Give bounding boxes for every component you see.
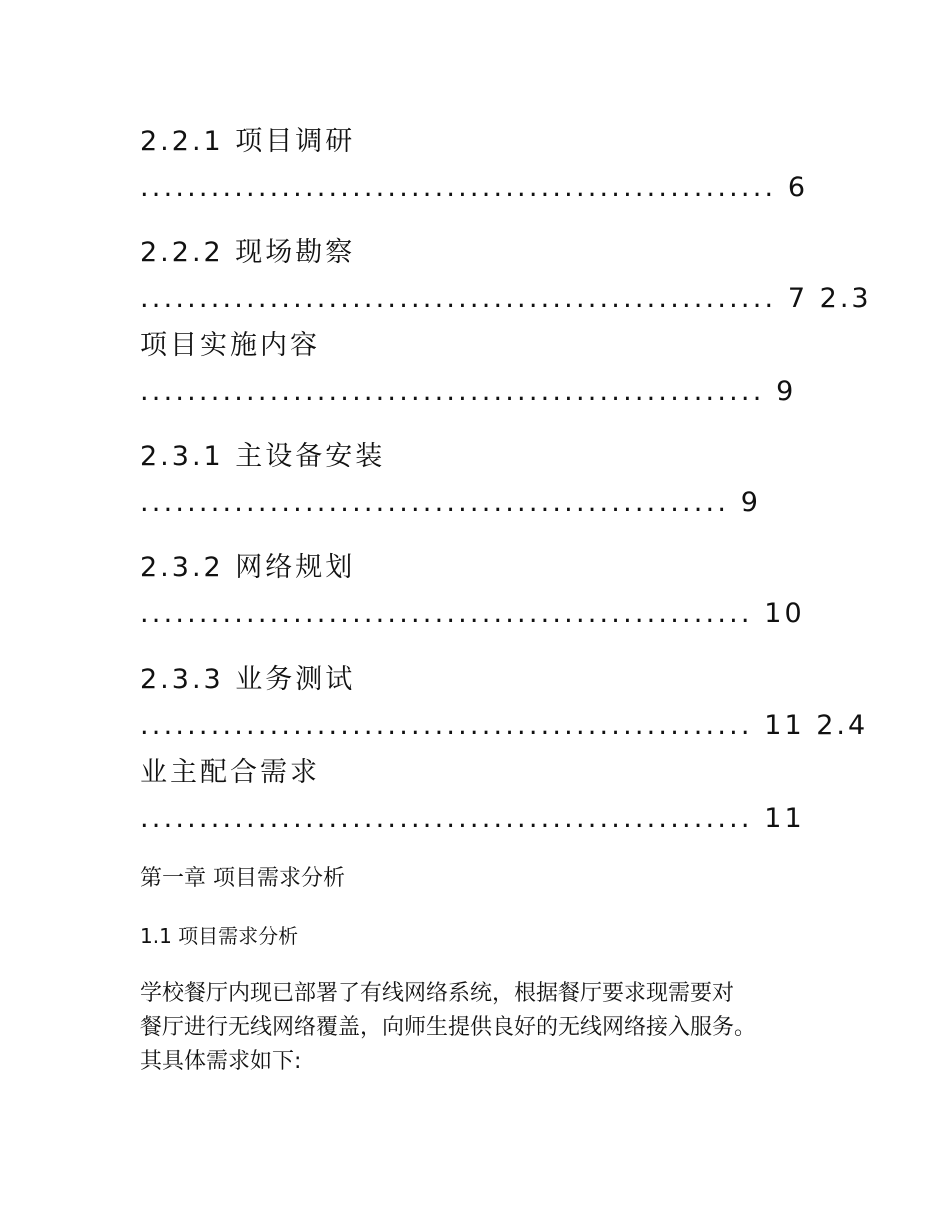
toc-page-number: 9 <box>776 376 797 407</box>
toc-page-number: 11 <box>764 710 805 741</box>
chapter-heading: 第一章 项目需求分析 <box>140 866 345 891</box>
toc-entry-title: 2.3.3 业务测试 <box>140 664 356 695</box>
toc-entry-leader <box>140 596 805 632</box>
paragraph-line: 学校餐厅内现已部署了有线网络系统，根据餐厅要求现需要对 <box>140 981 735 1006</box>
toc-page-number: 10 <box>764 598 805 629</box>
paragraph-line: 其具体需求如下: <box>140 1049 302 1074</box>
toc-leader-dots: ..................................................... <box>140 376 765 407</box>
toc-leader-dots: ...................................................... <box>140 172 777 203</box>
toc-entry-title: 2.2.1 项目调研 <box>140 126 356 157</box>
toc-leader-dots: .................................................. <box>140 487 730 518</box>
toc-next-number: 2.3 <box>819 283 872 314</box>
toc-leader-dots: .................................................... <box>140 803 753 834</box>
toc-entry-leader <box>140 281 872 317</box>
toc-page-number: 11 <box>764 803 805 834</box>
toc-entry-title: 2.2.2 现场勘察 <box>140 237 356 268</box>
toc-entry-leader <box>140 708 868 744</box>
toc-page-number: 9 <box>740 487 761 518</box>
toc-entry-title: 2.3.2 网络规划 <box>140 552 356 583</box>
toc-entry-leader <box>140 485 761 521</box>
toc-page-number: 7 <box>787 283 809 314</box>
toc-entry-leader <box>140 170 808 206</box>
toc-entry-title: 业主配合需求 <box>140 757 320 788</box>
toc-leader-dots: ...................................................... <box>140 283 777 314</box>
toc-entry-leader <box>140 801 805 837</box>
toc-entry-title: 2.3.1 主设备安装 <box>140 441 386 472</box>
paragraph-line: 餐厅进行无线网络覆盖，向师生提供良好的无线网络接入服务。 <box>140 1015 757 1040</box>
toc-leader-dots: .................................................... <box>140 710 753 741</box>
toc-leader-dots: .................................................... <box>140 598 753 629</box>
toc-entry-leader <box>140 374 796 410</box>
toc-entry-title: 项目实施内容 <box>140 330 320 361</box>
toc-page-number: 6 <box>787 172 809 203</box>
section-heading: 1.1 项目需求分析 <box>140 924 299 948</box>
toc-next-number: 2.4 <box>816 710 869 741</box>
